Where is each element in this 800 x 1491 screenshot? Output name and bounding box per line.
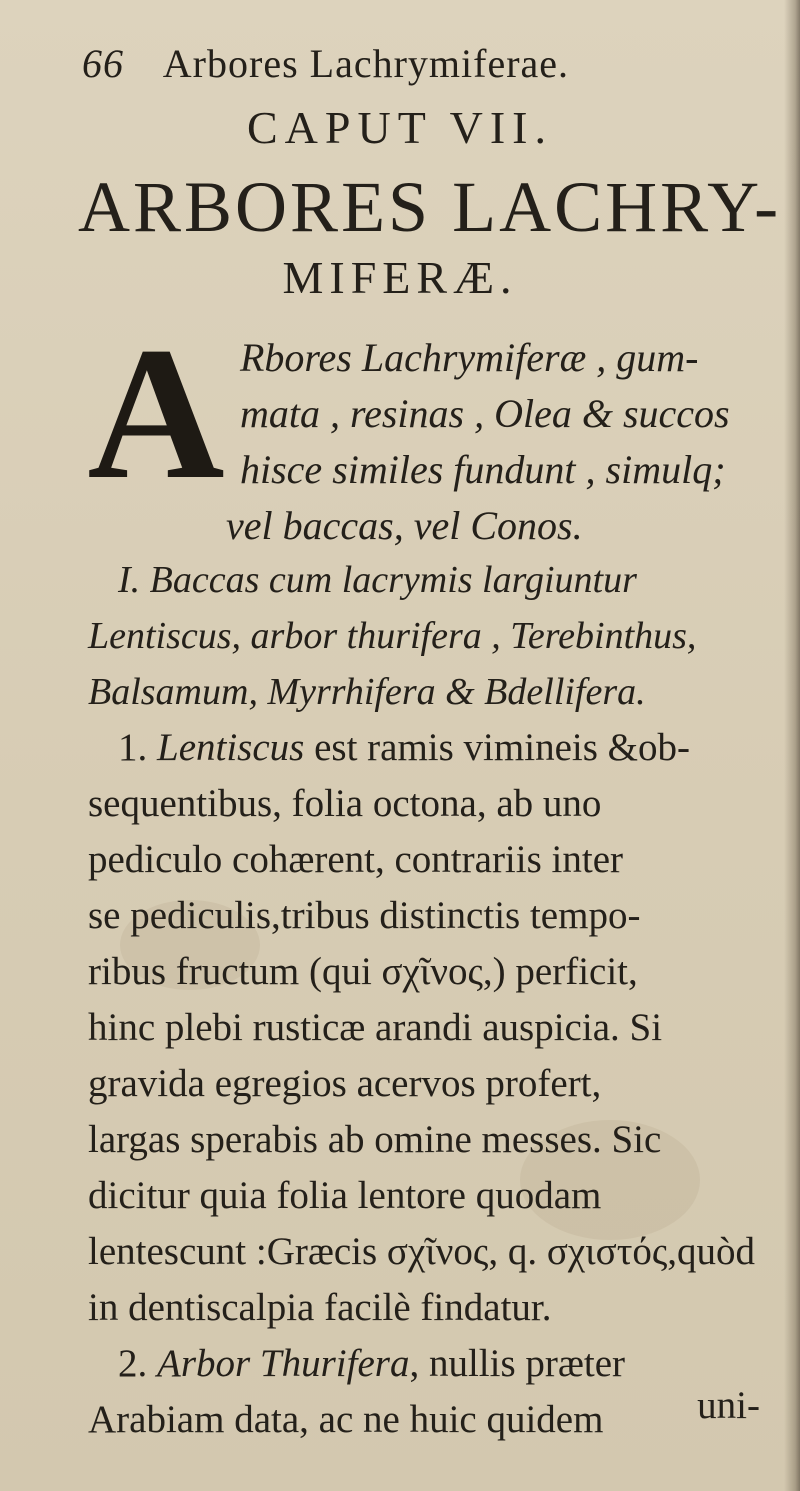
body-line: pediculo cohærent, contrariis inter <box>88 838 623 881</box>
chapter-title-line-2: MIFERÆ. <box>282 252 518 303</box>
body-line: hinc plebi rusticæ arandi auspicia. Si <box>88 1006 663 1049</box>
term-lentiscus: Lentiscus <box>157 726 305 769</box>
chapter-title-line-1: ARBORES LACHRY- <box>78 167 782 247</box>
body-line: lentescunt :Græcis σχῖνος, q. σχιστός,quòd <box>88 1230 756 1273</box>
body-line: ribus fructum (qui σχῖνος,) perficit, <box>88 950 638 993</box>
catchword: uni- <box>697 1384 760 1427</box>
body-line: se pediculis,tribus distinctis tempo- <box>88 894 641 937</box>
body-line: gravida egregios acervos profert, <box>88 1062 602 1105</box>
intro-last-line: vel baccas, vel Conos. <box>226 503 583 548</box>
body-line: Arabiam data, ac ne huic quidem <box>88 1398 604 1441</box>
section-heading-line: Lentiscus, arbor thurifera , Terebinthus, <box>88 615 697 657</box>
intro-line: mata , resinas , Olea & succos <box>240 391 730 436</box>
running-title: Arbores Lachrymiferae. <box>162 41 570 86</box>
paragraph-1-first-line <box>88 720 800 776</box>
intro-line: Rbores Lachrymiferæ , gum- <box>240 335 699 380</box>
term-arbor-thurifera: Arbor Thurifera <box>157 1342 410 1385</box>
intro-line: hisce similes fundunt , simulq; <box>240 447 726 492</box>
drop-cap: A <box>87 309 225 519</box>
chapter-label: CAPUT VII. <box>247 102 553 153</box>
paragraph-number: 2. <box>118 1342 148 1385</box>
body-line: largas sperabis ab omine messes. Sic <box>88 1118 662 1161</box>
page-number: 66 <box>82 41 124 86</box>
intro-paragraph <box>240 330 800 498</box>
body-line: dicitur quia folia lentore quodam <box>88 1174 602 1217</box>
body-text <box>88 720 800 1448</box>
body-line: sequentibus, folia octona, ab uno <box>88 782 602 825</box>
section-heading <box>88 552 800 720</box>
section-heading-line: I. Baccas cum lacrymis largiuntur <box>118 559 637 601</box>
body-line: in dentiscalpia facilè findatur. <box>88 1286 552 1329</box>
section-heading-line: Balsamum, Myrrhifera & Bdellifera. <box>88 671 646 713</box>
paragraph-text: est ramis vimineis &ob- <box>314 726 690 769</box>
running-head <box>82 40 762 100</box>
paragraph-2-first-line <box>88 1336 800 1392</box>
paragraph-text: , nullis præter <box>409 1342 626 1385</box>
paragraph-number: 1. <box>118 726 148 769</box>
